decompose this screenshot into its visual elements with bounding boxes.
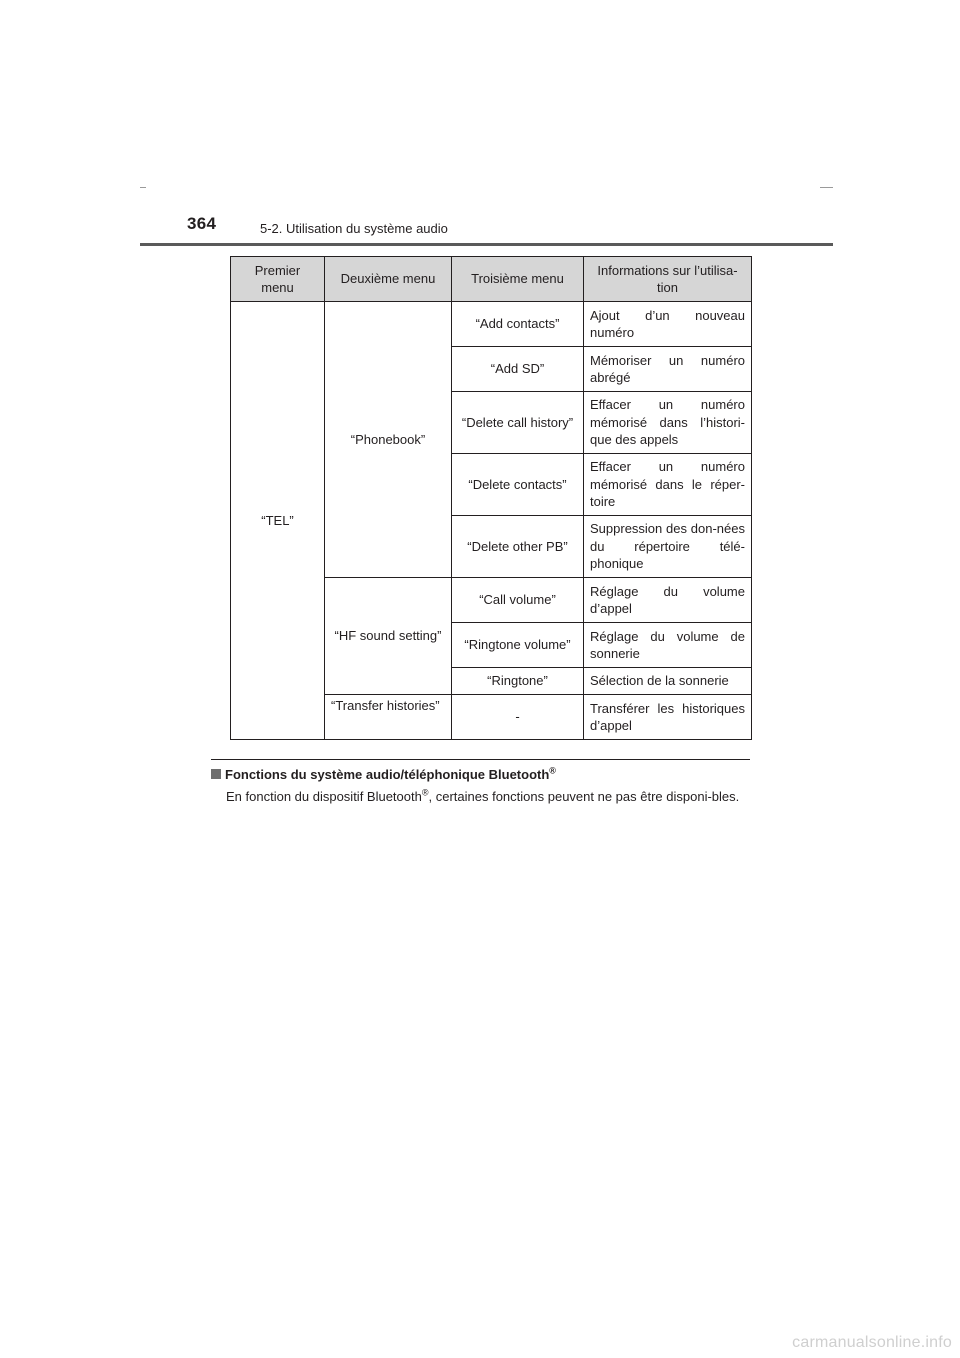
page-number: 364: [187, 214, 217, 233]
column-header: Troisième menu: [452, 257, 584, 302]
note-paragraph: [226, 787, 750, 806]
third-menu-cell: “Delete other PB”: [452, 516, 584, 578]
third-menu-cell: “Ringtone volume”: [452, 623, 584, 668]
column-header: Informations sur l’utilisa-tion: [584, 257, 752, 302]
info-cell: Réglage du volume de sonnerie: [584, 623, 752, 668]
note-heading: [211, 767, 556, 782]
note-text-end: , certaines fonctions peuvent ne pas être disponi-bles.: [428, 789, 740, 804]
registered-mark: ®: [421, 787, 429, 798]
registered-mark: ®: [549, 765, 556, 776]
note-text-start: En fonction du dispositif Bluetooth: [226, 789, 422, 804]
third-menu-cell: “Add SD”: [452, 347, 584, 392]
info-cell: Ajout d’un nouveau numéro: [584, 302, 752, 347]
info-cell: Sélection de la sonnerie: [584, 668, 752, 695]
third-menu-cell: “Ringtone”: [452, 668, 584, 695]
note-heading-text: Fonctions du système audio/téléphonique Bluetooth: [225, 767, 550, 782]
note-divider: [211, 759, 750, 760]
crop-mark-left: [140, 187, 146, 188]
column-header: Premier menu: [231, 257, 325, 302]
info-cell: Effacer un numéro mémorisé dans l’histori-que des appels: [584, 392, 752, 454]
watermark: carmanualsonline.info: [792, 1334, 952, 1351]
section-title: 5-2. Utilisation du système audio: [260, 221, 448, 236]
info-cell: Mémoriser un numéro abrégé: [584, 347, 752, 392]
square-bullet-icon: [211, 769, 221, 779]
crop-mark-right: [820, 187, 833, 188]
third-menu-cell: “Call volume”: [452, 578, 584, 623]
menu-table: [230, 256, 752, 740]
second-menu-cell: “Phonebook”: [325, 302, 452, 578]
table-header-row: [231, 257, 752, 302]
third-menu-cell: “Delete contacts”: [452, 454, 584, 516]
second-menu-cell: “HF sound setting”: [325, 578, 452, 695]
first-menu-cell: “TEL”: [231, 302, 325, 740]
third-menu-cell: -: [452, 695, 584, 740]
second-menu-cell: “Transfer histories”: [325, 695, 452, 740]
header-rule: [140, 243, 833, 246]
third-menu-cell: “Delete call history”: [452, 392, 584, 454]
info-cell: Transférer les historiques d’appel: [584, 695, 752, 740]
column-header: Deuxième menu: [325, 257, 452, 302]
info-cell: Effacer un numéro mémorisé dans le réper-toire: [584, 454, 752, 516]
table-row: [231, 302, 752, 347]
info-cell: Suppression des don-nées du répertoire télé-phonique: [584, 516, 752, 578]
third-menu-cell: “Add contacts”: [452, 302, 584, 347]
info-cell: Réglage du volume d’appel: [584, 578, 752, 623]
